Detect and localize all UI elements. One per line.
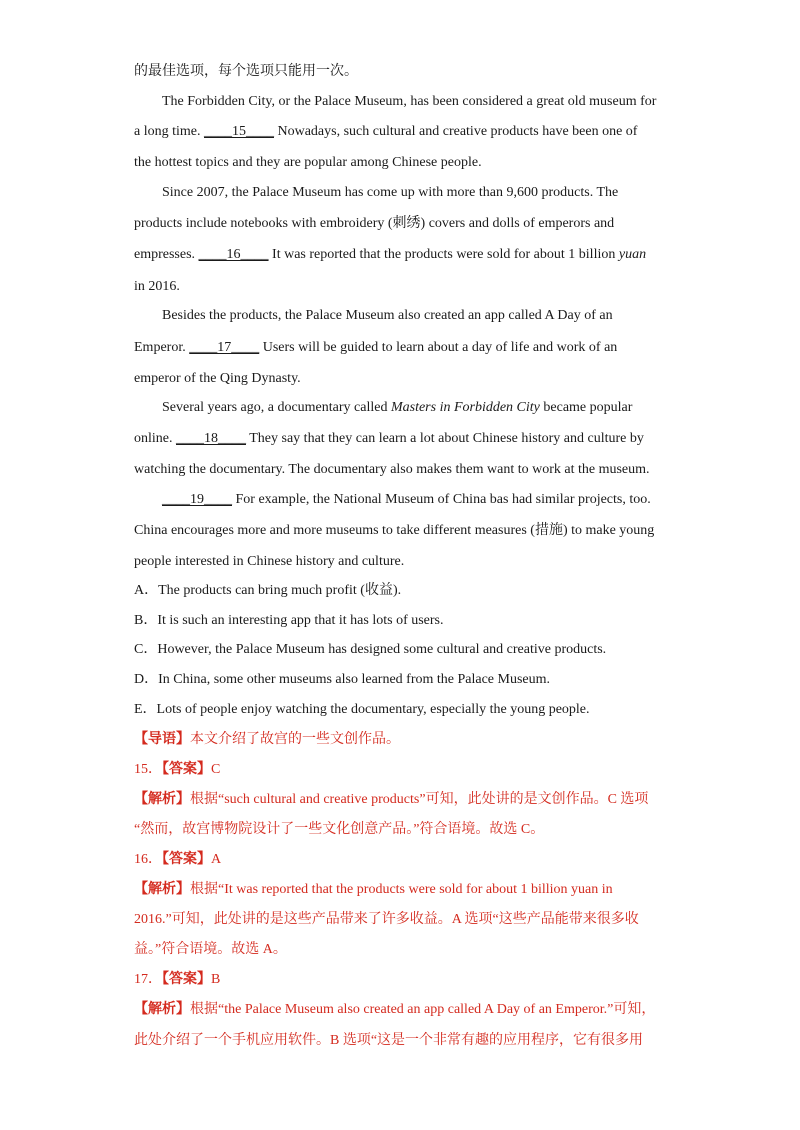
blank-15: ____15____ [204, 124, 274, 139]
option-b: B．It is such an interesting app that it has lots of users. [134, 613, 444, 628]
blank-18: ____18____ [176, 431, 246, 446]
passage-line: China encourages more and more museums to take different measures (措施) to make young [134, 523, 655, 538]
passage-line: a long time. ____15____ Nowadays, such cultural and creative products have been one of [134, 124, 638, 139]
passage-line: emperor of the Qing Dynasty. [134, 371, 301, 386]
option-d: D．In China, some other museums also learned from the Palace Museum. [134, 672, 551, 687]
passage-line: Besides the products, the Palace Museum also created an app called A Day of an [162, 308, 613, 323]
option-c: C．However, the Palace Museum has designed some cultural and creative products. [134, 642, 607, 657]
passage-line: in 2016. [134, 279, 180, 294]
analysis-15: 【解析】根据“such cultural and creative products”可知，此处讲的是文创作品。C 选项 [134, 792, 649, 807]
passage-line: 的最佳选项，每个选项只能用一次。 [134, 64, 358, 79]
passage-line: Emperor. ____17____ Users will be guided to learn about a day of life and work of an [134, 340, 618, 355]
option-a: A．The products can bring much profit (收益). [134, 583, 402, 598]
passage-line: empresses. ____16____ It was reported that the products were sold for about 1 billion yuan [134, 247, 647, 262]
passage-line: the hottest topics and they are popular among Chinese people. [134, 155, 482, 170]
passage-line: The Forbidden City, or the Palace Museum, has been considered a great old museum for [162, 94, 657, 109]
passage-line: people interested in Chinese history and culture. [134, 554, 405, 569]
answer-17: 17．【答案】B [134, 972, 221, 987]
passage-line: products include notebooks with embroidery (刺绣) covers and dolls of emperors and [134, 216, 615, 231]
analysis-15-cont: “然而，故宫博物院设计了一些文化创意产品。”符合语境。故选 C。 [134, 822, 545, 837]
analysis-17: 【解析】根据“the Palace Museum also created an app called A Day of an Emperor.”可知， [134, 1002, 656, 1017]
option-e: E．Lots of people enjoy watching the documentary, especially the young people. [134, 702, 590, 717]
answer-16: 16．【答案】A [134, 852, 222, 867]
blank-17: ____17____ [189, 340, 260, 355]
passage-line: online. ____18____ They say that they can learn a lot about Chinese history and culture by [134, 431, 644, 446]
passage-line: ____19____ For example, the National Museum of China bas had similar projects, too. [162, 492, 651, 507]
passage-line: watching the documentary. The documentary also makes them want to work at the museum. [134, 462, 650, 477]
answer-15: 15．【答案】C [134, 762, 221, 777]
passage-line: Since 2007, the Palace Museum has come up with more than 9,600 products. The [162, 185, 619, 200]
blank-19: ____19____ [162, 492, 232, 507]
intro-line: 【导语】本文介绍了故宫的一些文创作品。 [134, 732, 400, 747]
analysis-17-cont: 此处介绍了一个手机应用软件。B 选项“这是一个非常有趣的应用程序，它有很多用 [134, 1033, 644, 1048]
analysis-16: 【解析】根据“It was reported that the products were sold for about 1 billion yuan in [134, 882, 613, 897]
blank-16: ____16____ [198, 247, 269, 262]
analysis-16-cont: 2016.”可知，此处讲的是这些产品带来了许多收益。A 选项“这些产品能带来很多收 [134, 912, 639, 927]
passage-line: Several years ago, a documentary called Masters in Forbidden City became popular [162, 400, 633, 415]
analysis-16-cont: 益。”符合语境。故选 A。 [134, 942, 287, 957]
